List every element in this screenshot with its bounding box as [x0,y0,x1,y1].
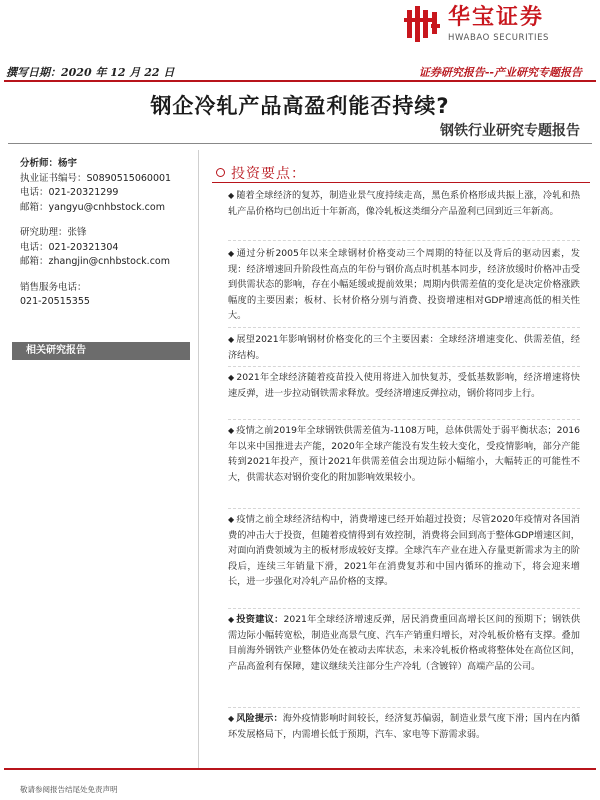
analyst-row [20,157,190,172]
page-subtitle: 钢铁行业研究专题报告 [440,123,580,139]
footer-divider [4,768,596,770]
diamond-bullet-icon: ◆ [228,714,235,723]
paragraph [228,512,580,590]
paragraph-text: 2021年全球经济增速反弹，居民消费重回高增长区间的预期下；钢铁供需边际小幅转宽松，制造业高景气度、汽车产销重归增长，对冷轧板价格有支撑。叠加目前海外钢铁产业整体仍处在被动去库状态，未来冷轧板价格或将整体处在高位区间，产品高盈利有保障，建议继续关注部分生产冷轧（含镀锌）高端产品的公司。 [228,614,581,672]
paragraph-text: 随着全球经济的复苏，制造业景气度持续走高，黑色系价格形成共振上涨，冷轧和热轧产品价格均已创出近十年新高，像冷轧板这类细分产品盈利已回到近三年新高。 [228,190,581,217]
key-points-heading [216,163,306,183]
diamond-bullet-icon: ◆ [228,249,235,258]
analyst-info [20,157,190,310]
key-points-underline [212,182,590,183]
diamond-bullet-icon: ◆ [228,615,235,624]
diamond-bullet-icon: ◆ [228,373,235,382]
analyst-license: 执业证书编号：S0890515060001 [20,172,172,184]
paragraph-text: 通过分析2005年以来全球钢材价格变动三个周期的特征以及背后的驱动因素，发现：经济增速回升阶段性高点的年份与钢价高点时机基本同步，经济放缓时价格冲击受到供需状态的影响，存在小幅延缓或提前效果；周期内供需差值的变化是决定价格涨跌幅度的主要因素；板材、长材价格分别与消费、投资增速相对GDP增速高低的相关性大。 [228,248,580,321]
diamond-bullet-icon: ◆ [228,191,235,200]
footer-disclaimer: 敬请参阅报告结尾处免责声明 [20,785,118,794]
analyst-email[interactable]: 邮箱：yangyu@cnhbstock.com [20,201,165,213]
paragraph-text: 疫情之前全球经济结构中，消费增速已经开始超过投资；尽管2020年疫情对各国消费的冲击大于投资，但随着疫情得到有效控制，消费将会回到高于整体GDP增速区间，对面向消费领域为主的板材形成较好支撑。全球汽车产业在进入存量更新需求为主的阶段后，连续三年销量下滑，2021年在消费复苏和中国内循环的推动下，将会迎来增长，进一步强化对冷轧产品价格的支撑。 [228,514,580,587]
paragraph [228,332,580,363]
paragraph-separator [228,608,580,609]
paragraph-separator [228,508,580,509]
report-type: 证券研究报告--产业研究专题报告 [418,66,582,79]
page-title: 钢企冷轧产品高盈利能否持续? [150,94,450,118]
analyst-phone: 电话：021-20321299 [20,187,119,198]
analyst-name: 杨宇 [58,158,78,169]
paragraph: ◆ 风险提示：海外疫情影响时间较长，经济复苏偏弱，制造业景气度下滑；国内在内循环发展格局下，内需增长低于预期，汽车、家电等下游需求弱。 [228,713,581,740]
paragraph-text: 2021年全球经济随着疫苗投入使用将进入加快复苏，受低基数影响，经济增速将快速反弹，进一步拉动钢铁需求释放。受经济增速反弹拉动，钢价将同步上行。 [228,372,580,399]
diamond-bullet-icon: ◆ [228,335,235,344]
risk-hint-label: 风险提示 [236,713,274,724]
paragraph-text: 展望2021年影响钢材价格变化的三个主要因素：全球经济增速变化、供需差值，经济结构。 [228,334,580,361]
report-date: 撰写日期：2020 年 12 月 22 日 [6,66,175,79]
paragraph-separator [228,327,580,328]
logo-chinese-name: 华宝证券 [448,5,545,30]
diamond-bullet-icon: ◆ [228,426,235,435]
assistant-name: 研究助理：张锋 [20,227,87,238]
paragraph-separator [228,707,580,708]
paragraph-text: 疫情之前2019年全球钢铁供需差值为-1108万吨，总体供需处于弱平衡状态；2016年以来中国推进去产能，2020年全球产能没有发生较大变化，受疫情影响，部分产能转到2021年投产，预计2021年供需差值会出现边际小幅缩小，大幅转正的可能性不大，供需状态对钢价变化的附加影响效果较小。 [228,425,580,483]
analyst-label: 分析师： [20,158,59,169]
paragraph [228,423,580,485]
paragraph-text: 海外疫情影响时间较长，经济复苏偏弱，制造业景气度下滑；国内在内循环发展格局下，内需增长低于预期，汽车、家电等下游需求弱。 [228,713,581,740]
paragraph [228,188,580,219]
title-divider [8,143,592,144]
paragraph [228,246,580,324]
header-divider [4,80,596,82]
sales-label: 销售服务电话： [20,281,87,293]
column-divider [198,150,199,770]
invest-advice-label: 投资建议 [236,614,275,625]
paragraph-separator [228,366,580,367]
paragraph [228,370,580,401]
logo-english-name: HWABAO SECURITIES [448,33,550,43]
hwabao-logo-icon [404,6,442,42]
paragraph: ◆ 投资建议：2021年全球经济增速反弹，居民消费重回高增长区间的预期下；钢铁供需边际小幅转宽松，制造业高景气度、汽车产销重归增长，对冷轧板价格有支撑。叠加目前海外钢铁产业整体仍处在被动去库状态，未来冷轧板价格或将整体处在高位区间，产品高盈利有保障，建议继续关注部分生产冷轧（含镀锌）高端产品的公司。 [228,614,581,672]
paragraph-separator [228,419,580,420]
key-points-title: 投资要点： [231,166,306,182]
diamond-bullet-icon: ◆ [228,515,235,524]
related-reports-tag: 相关研究报告 [12,342,190,360]
sales-phone: 021-20515355 [20,296,90,307]
paragraph-separator [228,240,580,241]
assistant-phone: 电话：021-20321304 [20,241,119,253]
circle-bullet-icon [216,168,225,177]
assistant-email[interactable]: 邮箱：zhangjin@cnhbstock.com [20,256,170,267]
company-logo [404,4,594,48]
